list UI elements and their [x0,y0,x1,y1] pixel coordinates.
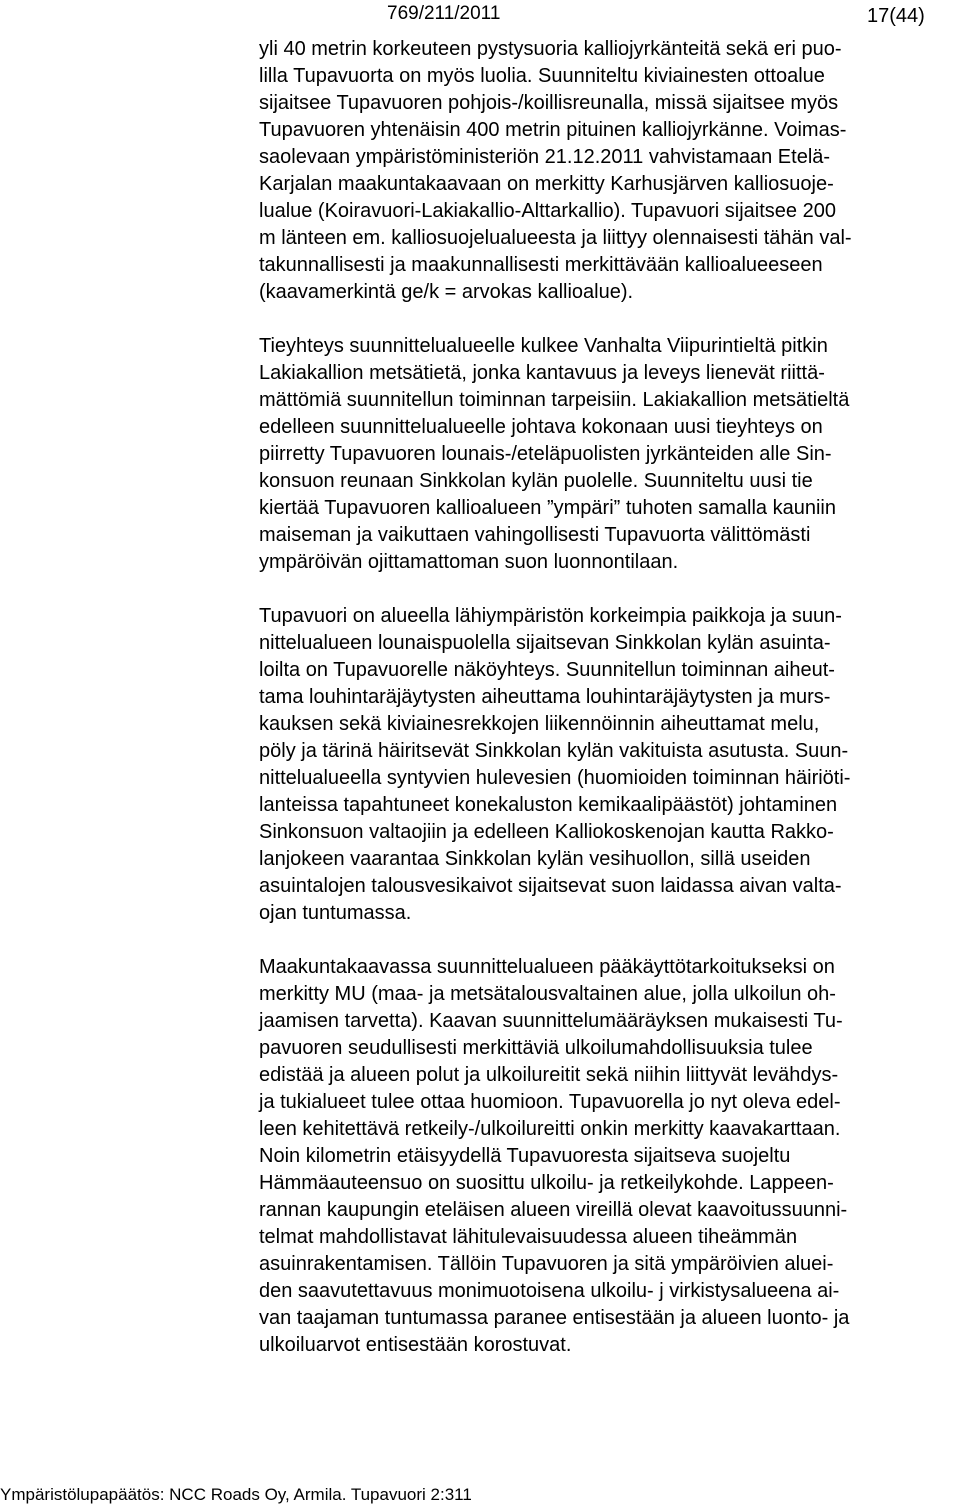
text-line: lanjokeen vaarantaa Sinkkolan kylän vesihuollon, sillä useiden [259,848,811,870]
paragraph-4 [259,954,959,1359]
document-body [259,36,959,1359]
text-line: pavuoren seudullisesti merkittäviä ulkoilumahdollisuuksia tulee [259,1037,813,1059]
page-footer: Ympäristölupapäätös: NCC Roads Oy, Armila. Tupavuori 2:311 [0,1485,472,1504]
text-line: Tupavuori on alueella lähiympäristön korkeimpia paikkoja ja suun- [259,605,842,627]
text-line: Maakuntakaavassa suunnittelualueen pääkäyttötarkoitukseksi on [259,956,835,978]
text-line: ojan tuntumassa. [259,902,412,924]
text-line: edelleen suunnittelualueelle johtava kokonaan uusi tieyhteys on [259,416,823,438]
text-line: konsuon reunaan Sinkkolan kylän puolelle. Suunniteltu uusi tie [259,470,813,492]
paragraph-2 [259,333,959,576]
text-line: lualue (Koiravuori-Lakiakallio-Alttarkallio). Tupavuori sijaitsee 200 [259,200,836,222]
text-line: pöly ja tärinä häiritsevät Sinkkolan kylän vakituista asutusta. Suun- [259,740,849,762]
text-line: m länteen em. kalliosuojelualueesta ja liittyy olennaisesti tähän val- [259,227,852,249]
paragraph-gap [259,306,959,333]
text-line: asuinrakentamisen. Tällöin Tupavuoren ja sitä ympäröivien aluei- [259,1253,834,1275]
text-line: nittelualueen lounaispuolella sijaitsevan Sinkkolan kylän asuinta- [259,632,831,654]
text-line: kauksen sekä kiviainesrekkojen liikennöinnin aiheuttamat melu, [259,713,820,735]
page-indicator: 17(44) [867,5,925,27]
text-line: tama louhintaräjäytysten aiheuttama louhintaräjäytysten ja murs- [259,686,831,708]
document-number: 769/211/2011 [387,3,501,24]
text-line: ulkoiluarvot entisestään korostuvat. [259,1334,572,1356]
text-line: nittelualueella syntyvien hulevesien (huomioiden toiminnan häiriöti- [259,767,851,789]
text-line: lilla Tupavuorta on myös luolia. Suunniteltu kiviainesten ottoalue [259,65,825,87]
text-line: Tieyhteys suunnittelualueelle kulkee Vanhalta Viipurintieltä pitkin [259,335,828,357]
text-line: telmat mahdollistavat lähitulevaisuudessa alueen tiheämmän [259,1226,798,1248]
text-line: piirretty Tupavuoren lounais-/eteläpuolisten jyrkänteiden alle Sin- [259,443,832,465]
text-line: jaamisen tarvetta). Kaavan suunnittelumääräyksen mukaisesti Tu- [259,1010,843,1032]
text-line: sijaitsee Tupavuoren pohjois-/koillisreunalla, missä sijaitsee myös [259,92,839,114]
text-line: saolevaan ympäristöministeriön 21.12.2011 vahvistamaan Etelä- [259,146,831,168]
text-line: rannan kaupungin eteläisen alueen vireillä olevat kaavoitussuunni- [259,1199,848,1221]
text-line: Karjalan maakuntakaavaan on merkitty Karhusjärven kalliosuoje- [259,173,834,195]
text-line: ja tukialueet tulee ottaa huomioon. Tupavuorella jo nyt oleva edel- [259,1091,841,1113]
text-line: Lakiakallion metsätietä, jonka kantavuus ja leveys lienevät riittä- [259,362,825,384]
text-line: merkitty MU (maa- ja metsätalousvaltainen alue, jolla ulkoilun oh- [259,983,836,1005]
paragraph-1 [259,36,959,306]
text-line: loilta on Tupavuorelle näköyhteys. Suunnitellun toiminnan aiheut- [259,659,835,681]
text-line: yli 40 metrin korkeuteen pystysuoria kalliojyrkänteitä sekä eri puo- [259,38,842,60]
text-line: van taajaman tuntumassa paranee entisestään ja alueen luonto- ja [259,1307,850,1329]
text-line: asuintalojen talousvesikaivot sijaitsevat suon laidassa aivan valta- [259,875,842,897]
text-line: Noin kilometrin etäisyydellä Tupavuoresta sijaitseva suojeltu [259,1145,791,1167]
text-line: Sinkonsuon valtaojiin ja edelleen Kalliokoskenojan kautta Rakko- [259,821,834,843]
text-line: Tupavuoren yhtenäisin 400 metrin pituinen kalliojyrkänne. Voimas- [259,119,847,141]
text-line: (kaavamerkintä ge/k = arvokas kallioalue). [259,281,634,303]
text-line: ympäröivän ojittamattoman suon luonnontilaan. [259,551,679,573]
paragraph-gap [259,927,959,954]
text-line: maiseman ja vaikuttaen vahingollisesti Tupavuorta välittömästi [259,524,811,546]
text-line: mättömiä suunnitellun toiminnan tarpeisiin. Lakiakallion metsätieltä [259,389,850,411]
paragraph-3 [259,603,959,927]
text-line: kiertää Tupavuoren kallioalueen ”ympäri” tuhoten samalla kauniin [259,497,836,519]
text-line: lanteissa tapahtuneet konekaluston kemikaalipäästöt) johtaminen [259,794,838,816]
text-line: takunnallisesti ja maakunnallisesti merkittävään kallioalueeseen [259,254,823,276]
text-line: leen kehitettävä retkeily-/ulkoilureitti onkin merkitty kaavakarttaan. [259,1118,841,1140]
text-line: Hämmäauteensuo on suosittu ulkoilu- ja retkeilykohde. Lappeen- [259,1172,834,1194]
text-line: den saavutettavuus monimuotoisena ulkoilu- j virkistysalueena ai- [259,1280,840,1302]
paragraph-gap [259,576,959,603]
text-line: edistää ja alueen polut ja ulkoilureitit sekä niihin liittyvät levähdys- [259,1064,839,1086]
